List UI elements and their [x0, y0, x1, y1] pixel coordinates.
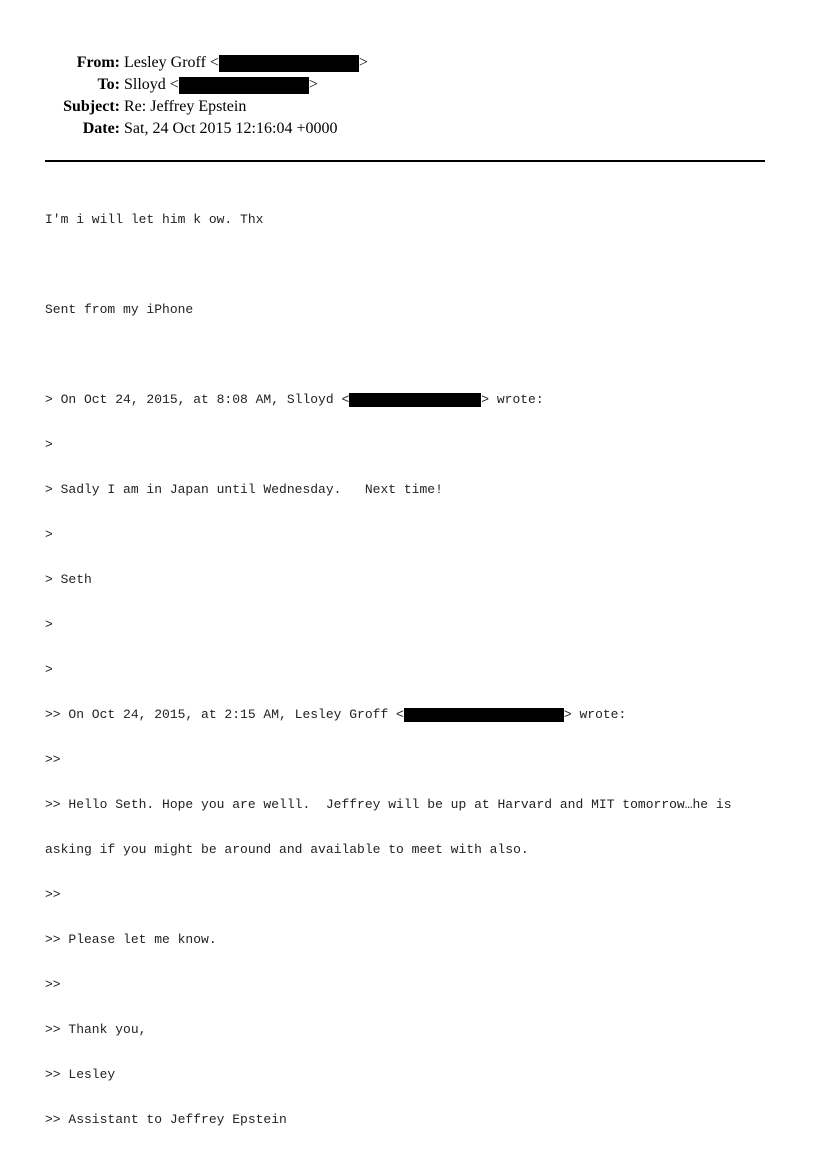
- quote-header-suffix: > wrote:: [481, 392, 544, 407]
- from-name: Lesley Groff <: [124, 54, 219, 71]
- to-name: Slloyd <: [124, 76, 179, 93]
- to-value: [124, 74, 318, 96]
- nested-quote-line: >>: [45, 887, 61, 902]
- quote-line: >: [45, 437, 53, 452]
- to-close: >: [308, 76, 318, 93]
- quote-line: > Sadly I am in Japan until Wednesday. Next time!: [45, 482, 443, 497]
- quote-line: > Seth: [45, 572, 92, 587]
- to-label: To:: [97, 76, 120, 93]
- from-value: [124, 52, 368, 74]
- redaction-box: [404, 708, 564, 722]
- quote-header-suffix: > wrote:: [563, 707, 627, 722]
- from-close: >: [358, 54, 368, 71]
- body-line: I'm i will let him k ow. Thx: [45, 212, 264, 227]
- nested-quote-line: >> Thank you,: [45, 1022, 147, 1037]
- body-line: Sent from my iPhone: [45, 302, 194, 317]
- nested-quote-line: >>: [45, 752, 61, 767]
- subject-label: Subject:: [63, 98, 120, 115]
- nested-quote-line: >> Assistant to Jeffrey Epstein: [45, 1112, 287, 1127]
- quote-line: >: [45, 662, 53, 677]
- quote-line: >: [45, 617, 53, 632]
- quote-header-text: > On Oct 24, 2015, at 8:08 AM, Slloyd <: [45, 392, 350, 407]
- date-row: [44, 118, 764, 140]
- quote-header-line: [45, 392, 765, 407]
- quote-line: >: [45, 527, 53, 542]
- redaction-box: [349, 393, 481, 407]
- date-value: Sat, 24 Oct 2015 12:16:04 +0000: [124, 120, 338, 137]
- subject-value: Re: Jeffrey Epstein: [124, 98, 247, 115]
- nested-quote-header-line: [45, 707, 765, 722]
- nested-quote-line: >>: [45, 977, 61, 992]
- to-row: [44, 74, 764, 96]
- email-body: [45, 182, 765, 1157]
- email-header: [44, 52, 764, 140]
- nested-quote-line: asking if you might be around and available to meet with also.: [45, 842, 529, 857]
- date-label: Date:: [82, 120, 120, 137]
- redaction-box: [219, 55, 359, 72]
- redaction-box: [179, 77, 309, 94]
- subject-row: [44, 96, 764, 118]
- from-label: From:: [76, 54, 120, 71]
- nested-quote-line: >> Hello Seth. Hope you are welll. Jeffrey will be up at Harvard and MIT tomorrow…he is: [45, 797, 732, 812]
- header-divider: [45, 160, 765, 162]
- quote-header-text: >> On Oct 24, 2015, at 2:15 AM, Lesley Groff <: [45, 707, 404, 722]
- nested-quote-line: >> Please let me know.: [45, 932, 217, 947]
- from-row: [44, 52, 764, 74]
- nested-quote-line: >> Lesley: [45, 1067, 116, 1082]
